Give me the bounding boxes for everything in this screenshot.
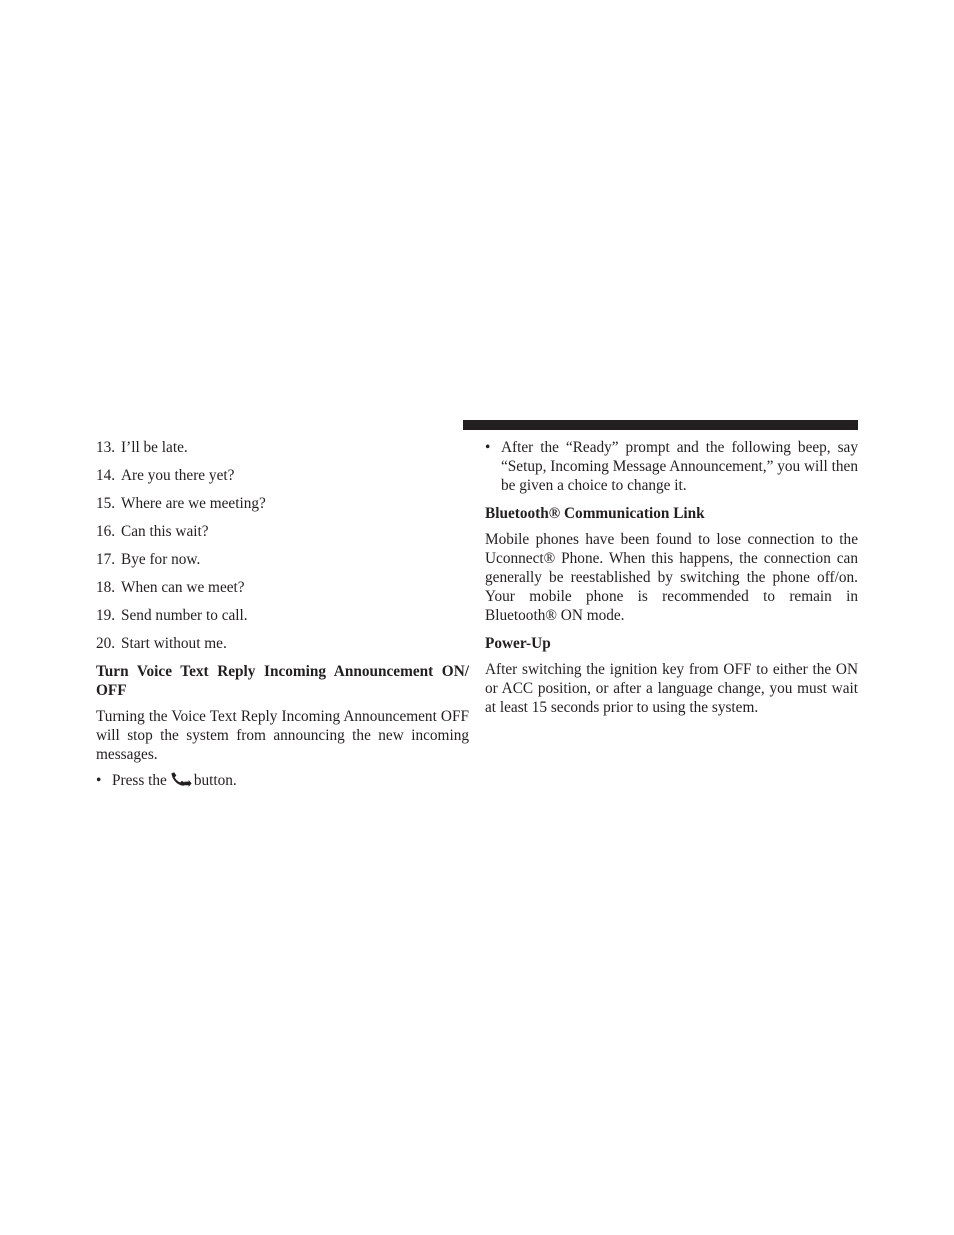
- item-number: 20.: [96, 635, 116, 652]
- bullet-dot: •: [96, 772, 102, 789]
- bullet-text: After the “Ready” prompt and the following beep, say “Setup, Incoming Message Announcement,” you will then be given a choice to change it.: [501, 439, 858, 494]
- item-number: 16.: [96, 523, 116, 540]
- item-text: Are you there yet?: [121, 467, 235, 484]
- list-item: [96, 634, 469, 653]
- item-number: 13.: [96, 439, 116, 456]
- left-column: [96, 438, 469, 797]
- right-column: [485, 438, 858, 724]
- section-heading: Power-Up: [485, 635, 551, 652]
- list-item: [96, 578, 469, 597]
- body-paragraph: After switching the ignition key from OFF to either the ON or ACC position, or after a language change, you must wait at least 15 seconds prior to using the system.: [485, 661, 858, 716]
- item-text: When can we meet?: [121, 579, 245, 596]
- item-text: Where are we meeting?: [121, 495, 266, 512]
- item-text: Send number to call.: [121, 607, 248, 624]
- item-number: 17.: [96, 551, 116, 568]
- item-text: Can this wait?: [121, 523, 209, 540]
- phone-icon: [170, 772, 192, 787]
- list-item: [96, 466, 469, 485]
- body-paragraph: Turning the Voice Text Reply Incoming Announcement OFF will stop the system from announcing the new incoming messages.: [96, 708, 469, 763]
- body-paragraph: Mobile phones have been found to lose connection to the Uconnect® Phone. When this happens, the connection can generally be reestablished by switching the phone off/on. Your mobile phone is recommended to remain in Bluetooth® ON mode.: [485, 531, 858, 624]
- item-number: 14.: [96, 467, 116, 484]
- bullet-dot: •: [485, 439, 491, 456]
- list-item: [96, 522, 469, 541]
- item-text: Start without me.: [121, 635, 227, 652]
- list-item: [96, 606, 469, 625]
- section-heading: Turn Voice Text Reply Incoming Announcement ON/ OFF: [96, 663, 469, 699]
- bullet-text-after: button.: [193, 772, 237, 789]
- item-text: Bye for now.: [121, 551, 201, 568]
- list-item: [96, 550, 469, 569]
- item-text: I’ll be late.: [121, 439, 188, 456]
- item-number: 18.: [96, 579, 116, 596]
- section-rule: [463, 420, 858, 430]
- item-number: 15.: [96, 495, 116, 512]
- item-number: 19.: [96, 607, 116, 624]
- section-heading: Bluetooth® Communication Link: [485, 505, 705, 522]
- bullet-item: [96, 771, 469, 790]
- bullet-text-before: Press the: [112, 772, 167, 789]
- list-item: [96, 494, 469, 513]
- bullet-item: [485, 438, 858, 495]
- list-item: [96, 438, 469, 457]
